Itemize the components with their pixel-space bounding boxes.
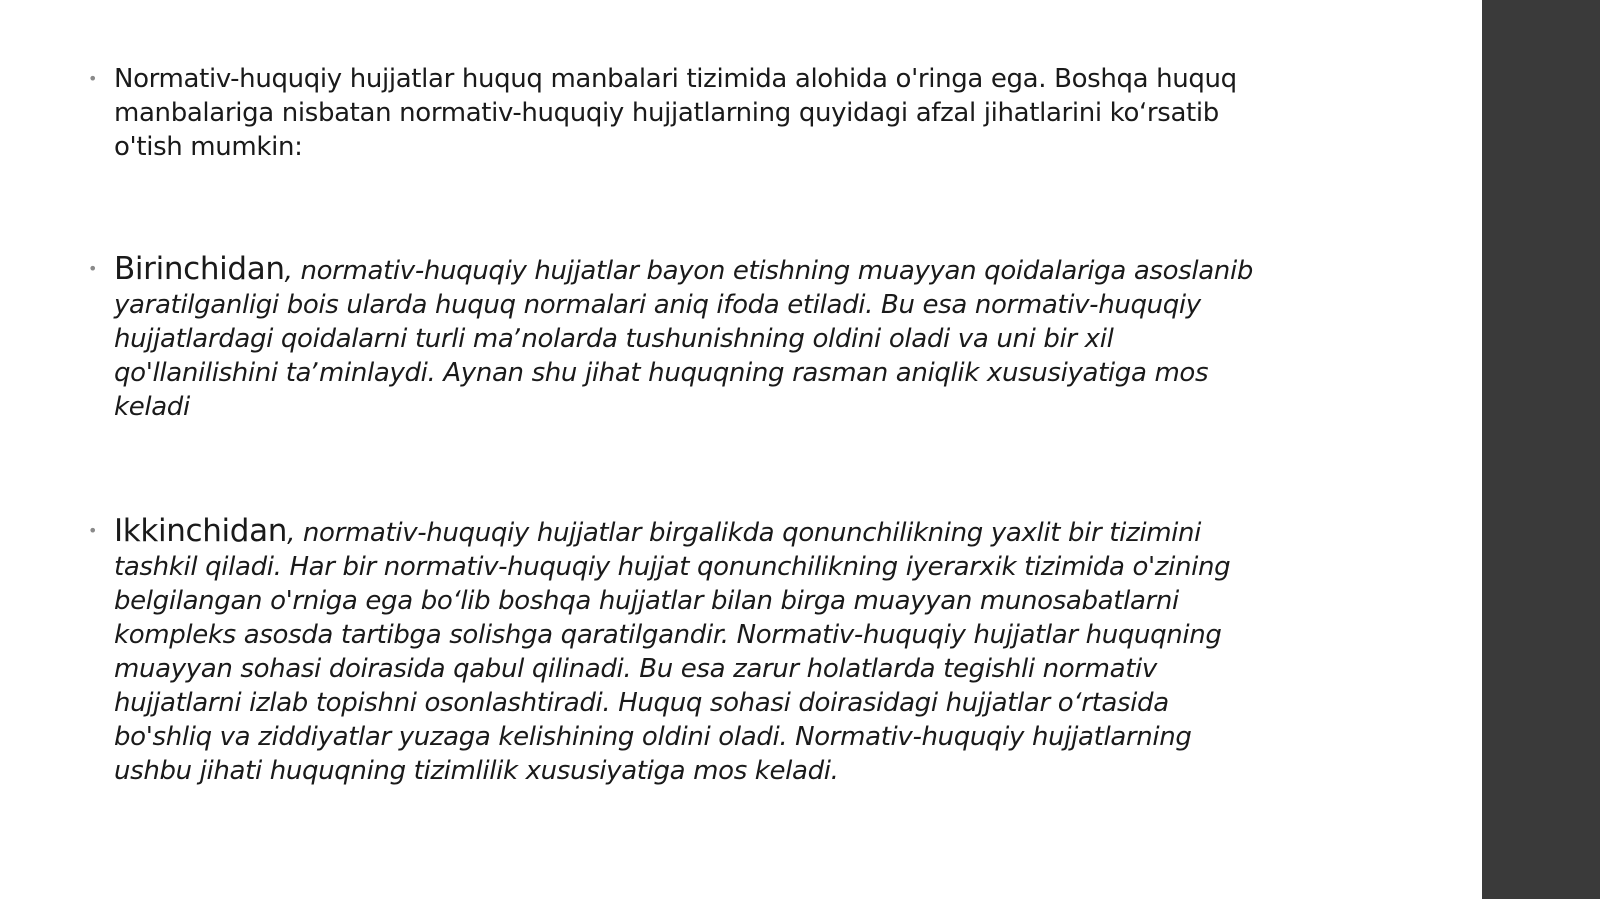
bullet-text: Normativ-huquqiy hujjatlar huquq manbalari tizimida alohida o'ringa ega. Boshqa huquq manbalariga nisbatan normativ-huquqiy hujjatlarning quyidagi afzal jihatlarini koʻrsatib o'tish mumkin: — [114, 64, 1237, 162]
bullet-body: , normativ-huquqiy hujjatlar birgalikda qonunchilikning yaxlit bir tizimini tashkil qiladi. Har bir normativ-huquqiy hujjat qonunchilikning iyerarxik tizimida o'zining belgilangan o'rniga ega boʻlib boshqa hujjatlar bilan birga muayyan munosabatlarni kompleks asosda tartibga solishga qaratilgandir. Normativ-huquqiy hujjatlar huquqning muayyan sohasi doirasida qabul qilinadi. Bu esa zarur holatlarda tegishli normativ hujjatlarni izlab topishni osonlashtiradi. Huquq sohasi doirasidagi hujjatlar oʻrtasida bo'shliq va ziddiyatlar yuzaga kelishining oldini oladi. Normativ-huquqiy hujjatlarning ushbu jihati huquqning tizimlilik xususiyatiga mos keladi. — [114, 518, 1231, 786]
bullet-text — [114, 514, 1268, 788]
bullet-text — [114, 252, 1268, 424]
bullet-item-3 — [88, 514, 1268, 788]
bullet-item-2 — [88, 252, 1268, 424]
bullet-dot-icon: • — [88, 259, 98, 278]
bullet-item-1 — [88, 62, 1268, 164]
bullet-body: , normativ-huquqiy hujjatlar bayon etishning muayyan qoidalariga asoslanib yaratilganligi bois ularda huquq normalari aniq ifoda etiladi. Bu esa normativ-huquqiy hujjatlardagi qoidalarni turli maʼnolarda tushunishning oldini oladi va uni bir xil qo'llanilishini taʼminlaydi. Aynan shu jihat huquqning rasman aniqlik xususiyatiga mos keladi — [114, 256, 1253, 422]
bullet-dot-icon: • — [88, 521, 98, 540]
bullet-lead-word: Ikkinchidan — [114, 513, 288, 549]
bullet-lead-word: Birinchidan — [114, 251, 285, 287]
side-bar — [1482, 0, 1600, 899]
bullet-dot-icon: • — [88, 69, 98, 88]
